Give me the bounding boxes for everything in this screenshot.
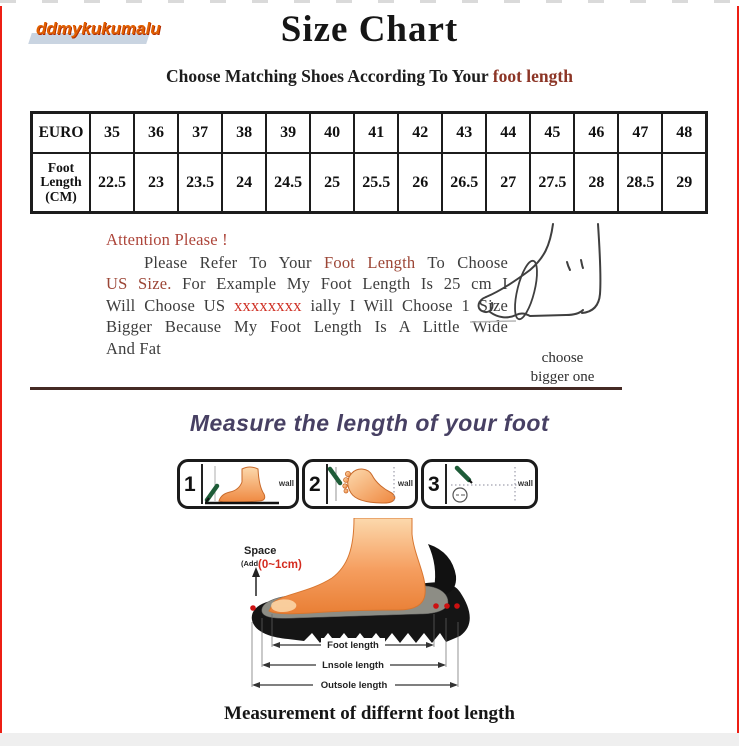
step-2-wall-label: wall	[397, 479, 413, 488]
attention-line	[106, 295, 508, 317]
euro-size-cell: 36	[134, 113, 178, 154]
cm-value-cell: 23	[134, 153, 178, 213]
wide-pointer-line	[470, 321, 516, 322]
cm-row	[32, 153, 707, 213]
attention-line	[106, 252, 508, 274]
choose-bigger-line1: choose	[541, 350, 584, 366]
attention-line	[106, 273, 508, 295]
step-1-foot-side-illustration	[203, 463, 283, 505]
euro-size-cell: 41	[354, 113, 398, 154]
cm-value-cell: 27.5	[530, 153, 574, 213]
cm-value-cell: 29	[662, 153, 706, 213]
choose-bigger-note	[485, 349, 640, 387]
euro-size-cell: 35	[90, 113, 134, 154]
cm-row-header: Foot Length (CM)	[32, 153, 91, 213]
euro-size-cell: 48	[662, 113, 706, 154]
cm-value-cell: 24.5	[266, 153, 310, 213]
foot-length-diagram	[236, 518, 496, 703]
measure-heading: Measure the length of your foot	[189, 410, 550, 436]
euro-row-header: EURO	[32, 113, 91, 154]
heel-dot-1	[433, 603, 439, 609]
size-table	[30, 111, 708, 214]
section-divider	[30, 387, 622, 390]
measure-step-2	[302, 459, 418, 509]
euro-size-cell: 43	[442, 113, 486, 154]
choose-bigger-line2: bigger one	[530, 369, 595, 385]
attention-heading: Attention Please !	[106, 230, 228, 249]
cm-value-cell: 26.5	[442, 153, 486, 213]
euro-row	[32, 113, 707, 154]
attention-segment: Bigger Because My Foot Length Is A Little Wide	[106, 317, 508, 336]
cm-value-cell: 24	[222, 153, 266, 213]
attention-segment: Please Refer To Your	[144, 252, 325, 272]
cm-value-cell: 23.5	[178, 153, 222, 213]
step-2-foot-top-illustration	[328, 463, 404, 505]
euro-size-cell: 37	[178, 113, 222, 154]
attention-line	[106, 316, 508, 338]
subtitle-highlight: foot length	[492, 66, 573, 86]
top-tear-marks	[0, 0, 739, 3]
bottom-caption: Measurement of differnt foot length	[224, 703, 515, 724]
attention-line	[106, 338, 508, 360]
insole-length-arrow-label: Lnsole length	[322, 660, 384, 671]
attention-body	[106, 252, 508, 360]
cm-value-cell: 27	[486, 153, 530, 213]
step-2-number: 2	[309, 473, 321, 496]
outsole-length-arrow-label: Outsole length	[320, 680, 388, 691]
euro-size-cell: 44	[486, 113, 530, 154]
space-add-range: (0~1cm)	[258, 559, 302, 571]
left-red-border	[0, 6, 2, 746]
cm-value-cell: 26	[398, 153, 442, 213]
attention-segment: US Size.	[106, 274, 172, 293]
step-1-wall-label: wall	[278, 479, 294, 488]
attention-segment: To Choose	[415, 252, 508, 272]
measure-step-3	[421, 459, 538, 509]
cm-value-cell: 25	[310, 153, 354, 213]
subtitle	[0, 66, 739, 87]
euro-size-cell: 42	[398, 113, 442, 154]
euro-size-cell: 46	[574, 113, 618, 154]
brand-logo: ddmykukumalu	[36, 19, 161, 38]
bottom-gray-strip	[0, 733, 739, 746]
euro-size-cell: 39	[266, 113, 310, 154]
attention-block	[106, 229, 508, 359]
euro-size-cell: 47	[618, 113, 662, 154]
step-3-number: 3	[428, 473, 440, 496]
euro-size-cell: 38	[222, 113, 266, 154]
cm-value-cell: 22.5	[90, 153, 134, 213]
attention-segment: Will Choose US	[106, 295, 235, 315]
attention-segment: Foot Length	[324, 252, 416, 272]
toe-dot	[250, 605, 256, 611]
cm-value-cell: 28.5	[618, 153, 662, 213]
attention-segment: xxxxxxxx	[234, 295, 302, 315]
space-add-prefix: (Add	[241, 559, 259, 568]
subtitle-text: Choose Matching Shoes According To Your	[166, 66, 493, 86]
foot-length-arrow-label: Foot length	[327, 640, 379, 651]
euro-size-cell: 40	[310, 113, 354, 154]
step-1-number: 1	[184, 473, 196, 496]
attention-segment: ially I Will Choose 1 Size	[301, 295, 509, 315]
cm-value-cell: 25.5	[354, 153, 398, 213]
space-label: Space	[244, 545, 277, 557]
heel-dot-2	[444, 603, 450, 609]
attention-segment: And Fat	[106, 338, 162, 358]
step-3-measure-illustration	[447, 463, 525, 505]
cm-value-cell: 28	[574, 153, 618, 213]
attention-segment: For Example My Foot Length Is 25 cm I	[171, 274, 508, 293]
foot-girth-sketch	[470, 218, 720, 368]
step-3-wall-label: wall	[517, 479, 533, 488]
heel-dot-3	[454, 603, 460, 609]
page-title: Size Chart	[280, 9, 459, 50]
euro-size-cell: 45	[530, 113, 574, 154]
measure-step-1	[177, 459, 299, 509]
